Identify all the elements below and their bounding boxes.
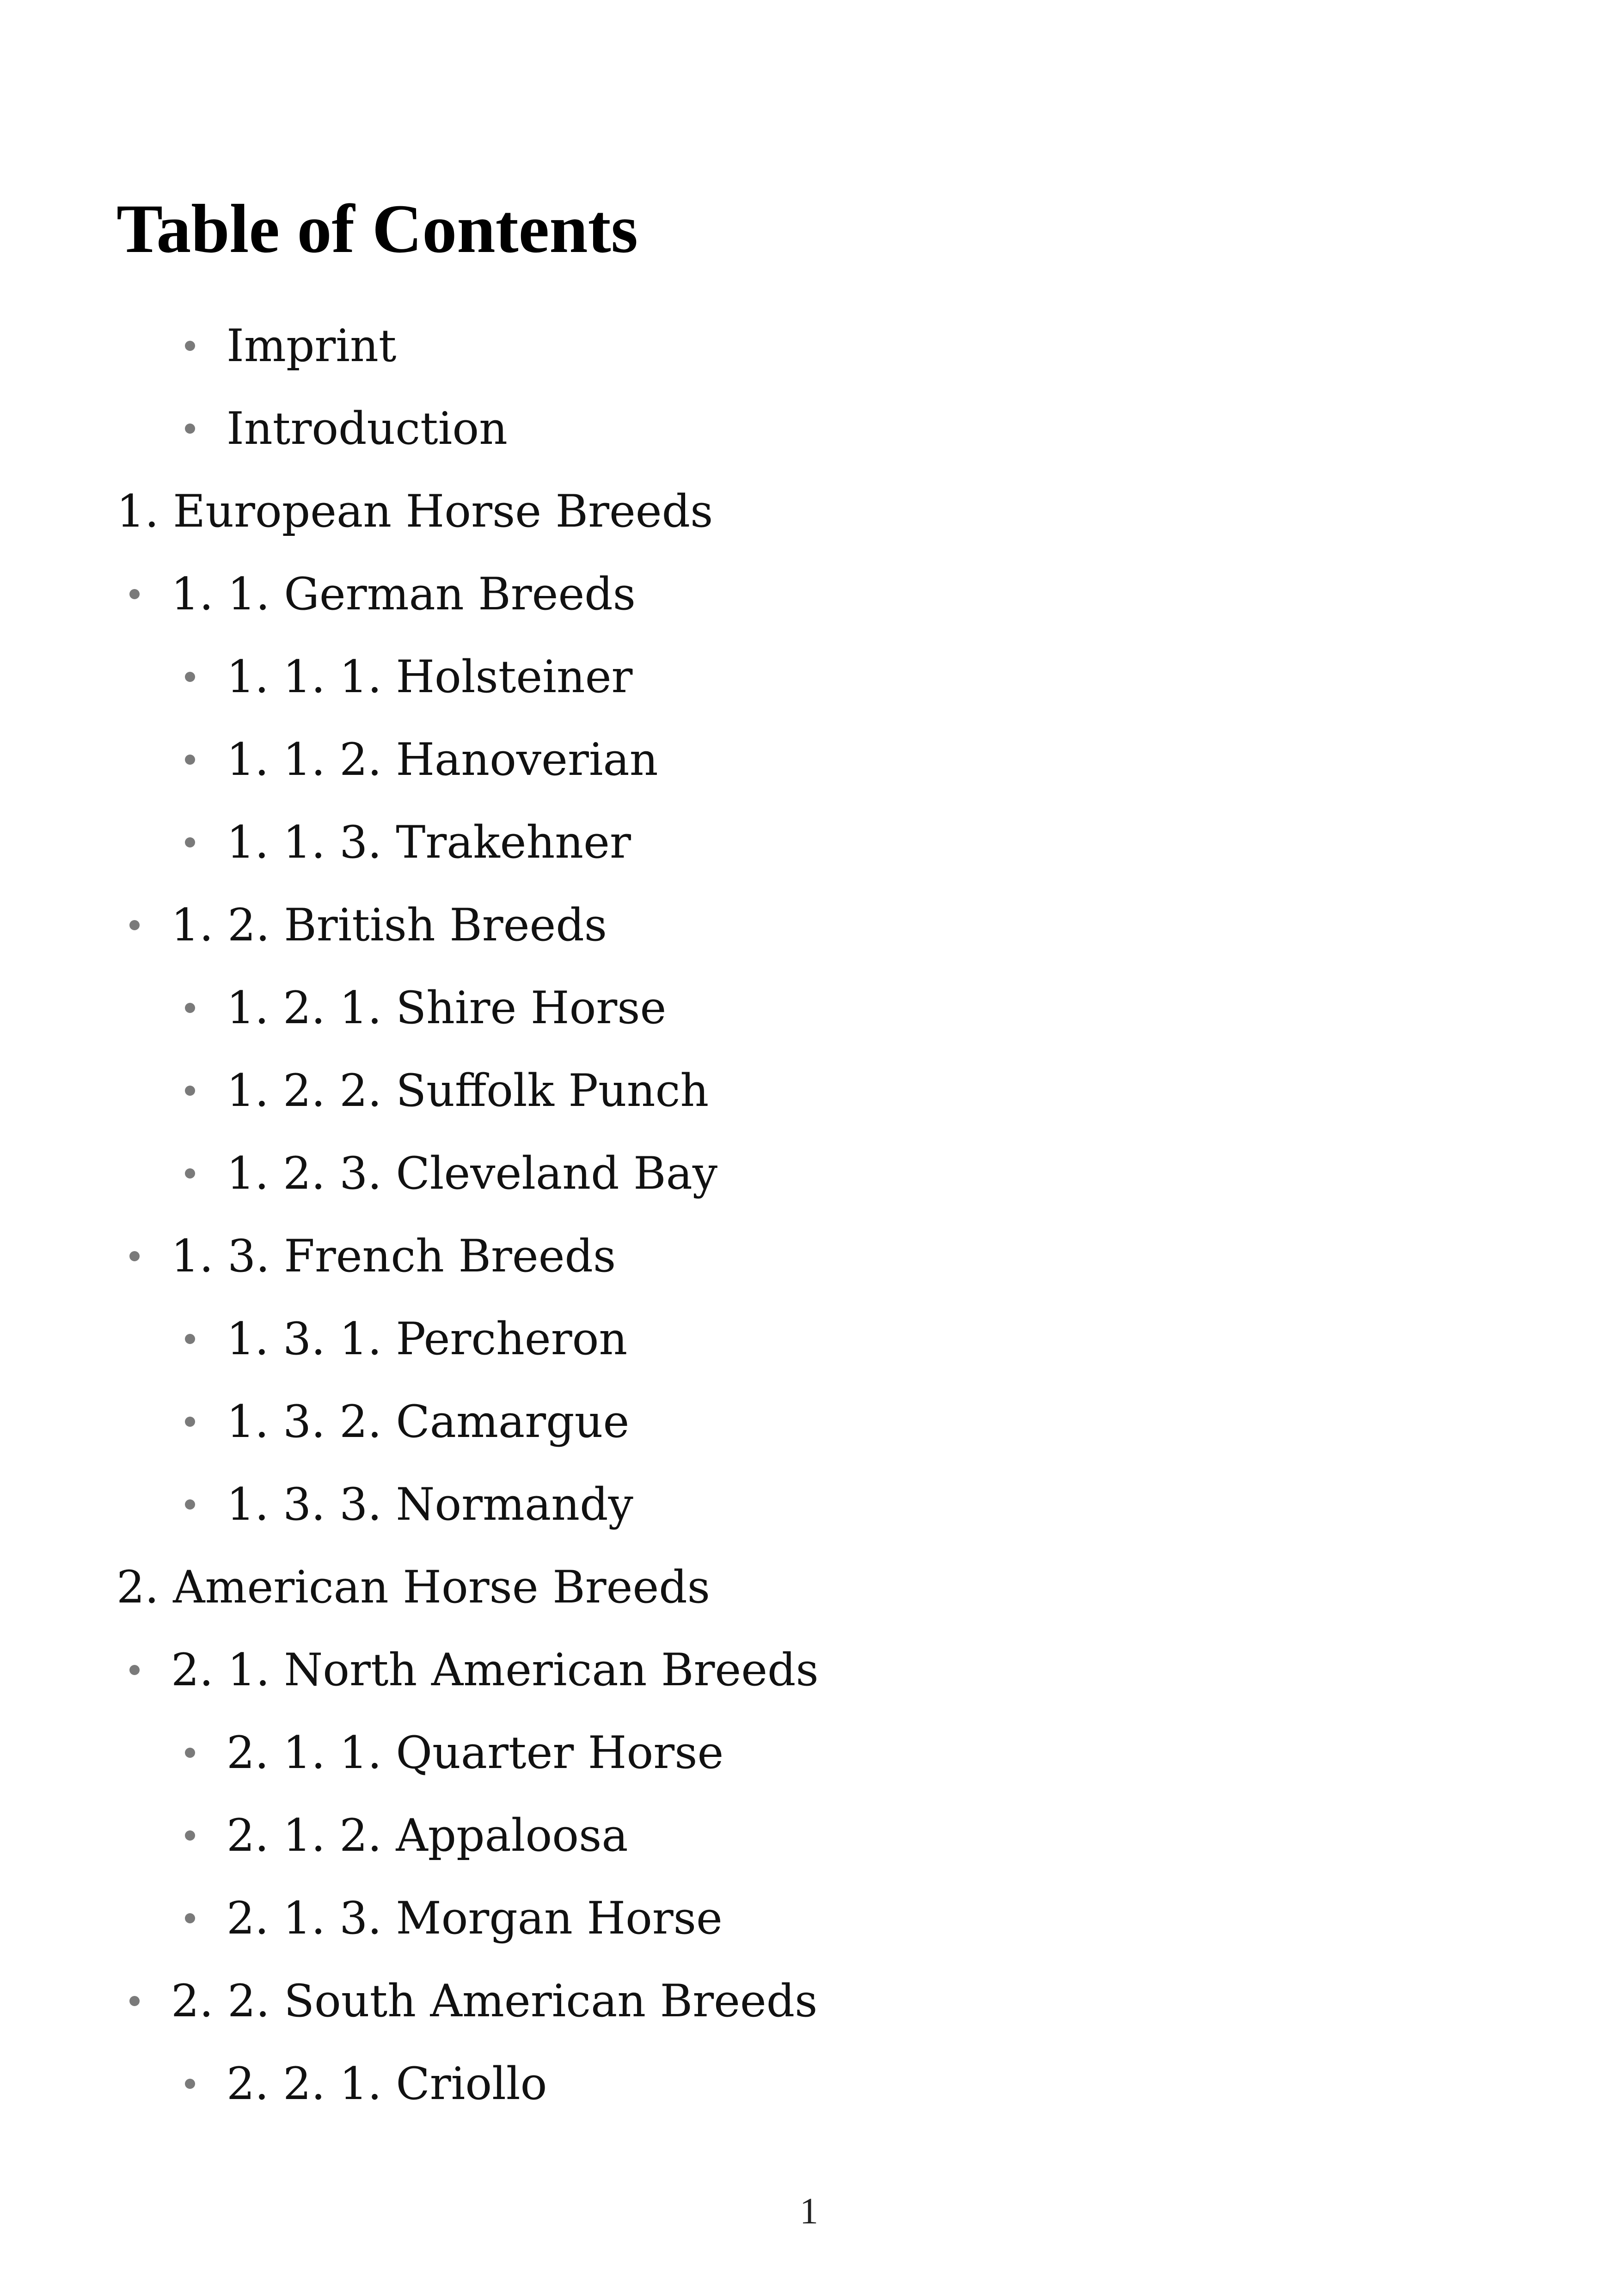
toc-entry[interactable] [0,1297,819,1380]
bullet-icon [185,424,195,434]
toc-entry[interactable] [0,1049,819,1132]
toc-entry-label: 2. 1. 2. Appaloosa [227,1809,628,1861]
toc-entry[interactable] [0,884,819,966]
bullet-icon [185,2079,195,2089]
toc-entry-label: 2. 1. 3. Morgan Horse [227,1892,723,1944]
bullet-icon [185,672,195,682]
toc-entry-label: 1. 3. 1. Percheron [227,1313,628,1365]
toc-entry-label: 1. 1. 3. Trakehner [227,816,631,868]
table-of-contents [0,304,819,2125]
bullet-icon [185,1748,195,1758]
bullet-icon [185,1417,195,1427]
bullet-icon [185,341,195,351]
bullet-icon [185,1334,195,1344]
toc-entry[interactable] [0,1546,819,1628]
page-number: 1 [800,2191,818,2232]
toc-entry-label: 2. 2. South American Breeds [171,1975,818,2027]
toc-entry-label: 1. European Horse Breeds [116,485,713,537]
toc-entry-label: Introduction [227,402,508,454]
toc-entry[interactable] [0,1380,819,1463]
toc-entry-label: 1. 3. 3. Normandy [227,1478,633,1530]
toc-entry-label: 1. 3. French Breeds [171,1230,616,1282]
toc-entry[interactable] [0,1877,819,1959]
toc-entry[interactable] [0,304,819,387]
bullet-icon [185,1168,195,1179]
toc-entry-label: 1. 2. 3. Cleveland Bay [227,1147,718,1199]
toc-entry[interactable] [0,470,819,553]
toc-entry-label: 2. 1. North American Breeds [171,1644,819,1696]
bullet-icon [185,1499,195,1510]
toc-entry[interactable] [0,1628,819,1711]
toc-entry[interactable] [0,718,819,801]
toc-entry-label: 1. 3. 2. Camargue [227,1395,630,1448]
toc-entry-label: 1. 2. British Breeds [171,899,607,951]
toc-entry-label: 2. American Horse Breeds [116,1561,710,1613]
bullet-icon [129,920,140,930]
toc-entry-label: 2. 2. 1. Criollo [227,2057,547,2110]
toc-entry-label: 1. 2. 1. Shire Horse [227,982,667,1034]
toc-entry[interactable] [0,2042,819,2125]
bullet-icon [185,1086,195,1096]
toc-entry[interactable] [0,387,819,470]
bullet-icon [185,1003,195,1013]
toc-entry-label: 1. 1. 1. Holsteiner [227,651,633,703]
bullet-icon [185,755,195,765]
toc-entry-label: 2. 1. 1. Quarter Horse [227,1726,724,1779]
bullet-icon [185,1913,195,1923]
toc-entry[interactable] [0,1711,819,1794]
bullet-icon [185,837,195,847]
bullet-icon [129,1665,140,1675]
toc-entry[interactable] [0,1463,819,1546]
toc-entry-label: 1. 2. 2. Suffolk Punch [227,1064,709,1117]
toc-entry-label: 1. 1. 2. Hanoverian [227,733,658,786]
toc-entry-label: 1. 1. German Breeds [171,568,636,620]
toc-entry[interactable] [0,635,819,718]
toc-entry[interactable] [0,801,819,884]
bullet-icon [129,1996,140,2006]
toc-entry[interactable] [0,1959,819,2042]
bullet-icon [129,589,140,599]
bullet-icon [185,1830,195,1841]
toc-entry[interactable] [0,553,819,635]
toc-entry[interactable] [0,966,819,1049]
toc-entry-label: Imprint [227,319,397,372]
page-title: Table of Contents [116,190,638,267]
bullet-icon [129,1251,140,1261]
toc-entry[interactable] [0,1794,819,1877]
toc-entry[interactable] [0,1215,819,1297]
toc-entry[interactable] [0,1132,819,1215]
